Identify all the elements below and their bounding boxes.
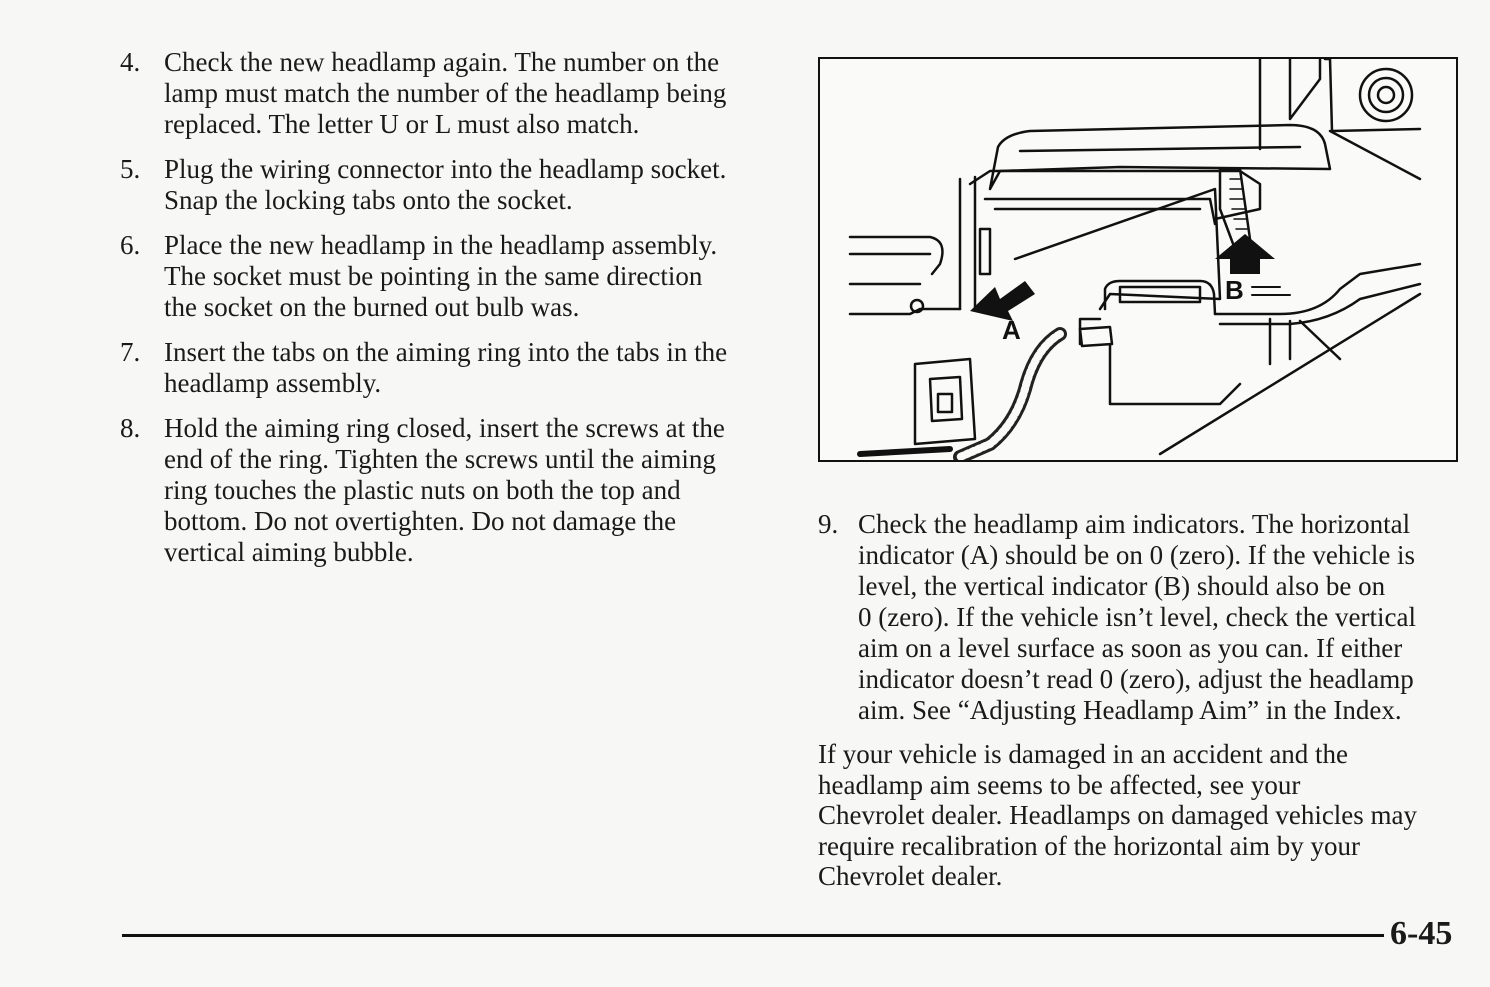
step-number: 4. [120, 47, 141, 77]
accident-paragraph: If your vehicle is damaged in an accident and the headlamp aim seems to be affected, see your Chevrolet dealer. Headlamps on damaged vehicles may require recalibration of the horizontal aim by your Chevrolet dealer. [818, 739, 1418, 891]
lower-frame-diagonal [1160, 294, 1420, 454]
step-text: Insert the tabs on the aiming ring into the tabs in the headlamp assembly. [164, 337, 728, 398]
socket-box [915, 359, 975, 444]
housing-inner-line [985, 199, 1215, 224]
lower-frame-mid [1220, 284, 1420, 324]
step-9 [818, 509, 1458, 726]
lens-panel [1015, 189, 1220, 309]
step-number: 9. [818, 509, 839, 539]
fastener-inner-icon [1369, 78, 1403, 112]
body-panel-diagonal [1330, 131, 1420, 179]
socket-plug-icon [938, 394, 952, 412]
right-column [818, 509, 1458, 892]
body-panel-line [1260, 59, 1320, 149]
step-text: Check the new headlamp again. The number on the lamp must match the number of the headlamp being replaced. The letter U or L must also match. [164, 47, 727, 139]
label-b: B [1225, 275, 1244, 305]
step-number: 5. [120, 154, 141, 184]
housing-ridge [1020, 147, 1300, 151]
step-6 [120, 230, 770, 323]
step-4 [120, 47, 770, 140]
step-8 [120, 413, 770, 568]
step-text: Check the headlamp aim indicators. The horizontal indicator (A) should be on 0 (zero). If the vehicle is level, the vertical indicator (B) should also be on 0 (zero). If the vehicle isn’t level, check the vertical aim on a level surface as soon as you can. If either indicator doesn’t read 0 (zero), adjust the headlamp aim. See “Adjusting Headlamp Aim” in the Index. [858, 509, 1416, 725]
socket-box-inner [930, 377, 962, 421]
step-number: 7. [120, 337, 141, 367]
step-text: Place the new headlamp in the headlamp assembly. The socket must be pointing in the same direction the socket on the burned out bulb was. [164, 230, 718, 322]
wire-lead [860, 449, 950, 454]
step-number: 8. [120, 413, 141, 443]
horizontal-indicator [980, 229, 990, 274]
wire-connector [1080, 327, 1112, 346]
fender-line-bottom [850, 309, 960, 314]
body-panel-edge [1325, 59, 1420, 131]
step-number: 6. [120, 230, 141, 260]
left-bracket [960, 177, 975, 309]
fender-line-top [850, 237, 942, 274]
b-pointer-lines [1252, 287, 1290, 295]
step-7 [120, 337, 770, 399]
lower-frame-supports [1270, 319, 1340, 364]
step-text: Plug the wiring connector into the headlamp socket. Snap the locking tabs onto the socket. [164, 154, 727, 215]
housing-top-cover [990, 125, 1330, 189]
step-text: Hold the aiming ring closed, insert the screws at the end of the ring. Tighten the screws until the aiming ring touches the plastic nuts on both the top and bottom. Do not overtighten. Do not damage the vertical aiming bubble. [164, 413, 725, 567]
fastener-center-icon [1378, 87, 1394, 103]
page-number: 6-45 [1390, 915, 1453, 952]
headlamp-assembly-drawing [820, 59, 1456, 460]
step-5 [120, 154, 770, 216]
left-column [120, 47, 770, 582]
headlamp-aim-illustration [818, 57, 1458, 462]
label-a: A [1002, 315, 1021, 345]
footer-rule [122, 934, 1384, 937]
arrow-b-icon [1215, 234, 1275, 274]
